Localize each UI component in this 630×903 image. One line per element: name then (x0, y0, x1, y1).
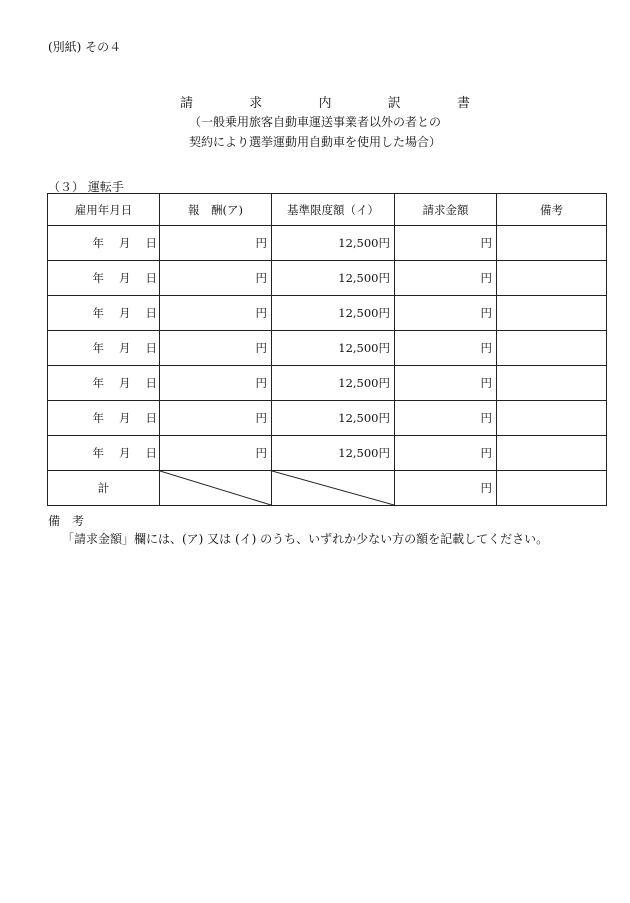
date-part-label: 年 (92, 446, 104, 460)
date-parts (93, 375, 158, 391)
date-part-label: 月 (119, 236, 131, 250)
claim-amount-cell[interactable]: 円 (395, 401, 497, 436)
date-part-label: 日 (145, 236, 157, 250)
date-part-label: 年 (92, 411, 104, 425)
date-parts (93, 270, 158, 286)
reward-cell[interactable]: 円 (160, 366, 272, 401)
reward-cell[interactable]: 円 (160, 296, 272, 331)
remarks-cell[interactable] (497, 436, 607, 471)
total-amount: 円 (395, 471, 497, 506)
table-row (48, 331, 607, 366)
date-part-label: 月 (119, 306, 131, 320)
date-parts (93, 235, 158, 251)
claim-amount-cell[interactable]: 円 (395, 296, 497, 331)
diagonal-slash (160, 471, 271, 505)
limit-cell: 12,500円 (272, 226, 395, 261)
total-row (48, 471, 607, 506)
employment-date-cell[interactable] (48, 436, 160, 471)
header-claim-amount: 請求金額 (395, 194, 497, 226)
remarks-cell[interactable] (497, 331, 607, 366)
reward-cell[interactable]: 円 (160, 261, 272, 296)
table-row (48, 401, 607, 436)
remarks-cell[interactable] (497, 296, 607, 331)
date-part-label: 日 (145, 341, 157, 355)
date-part-label: 年 (92, 271, 104, 285)
header-employment-date: 雇用年月日 (48, 194, 160, 226)
limit-cell: 12,500円 (272, 366, 395, 401)
section-heading: （３） 運転手 (48, 180, 124, 194)
limit-cell: 12,500円 (272, 331, 395, 366)
claim-amount-cell[interactable]: 円 (395, 226, 497, 261)
date-part-label: 年 (92, 306, 104, 320)
remarks-cell[interactable] (497, 226, 607, 261)
total-label: 計 (48, 471, 160, 506)
date-part-label: 月 (119, 446, 131, 460)
reward-cell[interactable]: 円 (160, 331, 272, 366)
employment-date-cell[interactable] (48, 261, 160, 296)
total-remarks (497, 471, 607, 506)
table-body (48, 226, 607, 506)
limit-cell: 12,500円 (272, 261, 395, 296)
date-part-label: 月 (119, 376, 131, 390)
table-row (48, 436, 607, 471)
table-row (48, 226, 607, 261)
date-part-label: 年 (92, 341, 104, 355)
limit-cell: 12,500円 (272, 401, 395, 436)
table-row (48, 366, 607, 401)
document-title (180, 92, 470, 111)
claim-amount-cell[interactable]: 円 (395, 436, 497, 471)
date-part-label: 日 (145, 306, 157, 320)
limit-cell: 12,500円 (272, 436, 395, 471)
date-part-label: 日 (145, 446, 157, 460)
diagonal-slash (272, 471, 394, 505)
date-part-label: 日 (145, 271, 157, 285)
date-parts (93, 445, 158, 461)
header-limit: 基準限度額（イ） (272, 194, 395, 226)
remarks-cell[interactable] (497, 366, 607, 401)
header-remarks: 備考 (497, 194, 607, 226)
document-subtitle (150, 112, 480, 152)
claim-amount-cell[interactable]: 円 (395, 366, 497, 401)
title-char: 書 (456, 96, 470, 111)
table-row (48, 261, 607, 296)
date-part-label: 年 (92, 236, 104, 250)
remarks-cell[interactable] (497, 401, 607, 436)
claim-amount-cell[interactable]: 円 (395, 331, 497, 366)
employment-date-cell[interactable] (48, 331, 160, 366)
remarks-text: 「請求金額」欄には、(ア) 又は (イ) のうち、いずれか少ない方の額を記載してください。 (62, 532, 549, 546)
remarks-cell[interactable] (497, 261, 607, 296)
title-char: 内 (318, 96, 332, 111)
date-parts (93, 410, 158, 426)
date-part-label: 月 (119, 271, 131, 285)
limit-cell: 12,500円 (272, 296, 395, 331)
date-parts (93, 340, 158, 356)
total-limit-slash-cell (272, 471, 395, 506)
employment-date-cell[interactable] (48, 226, 160, 261)
claim-amount-cell[interactable]: 円 (395, 261, 497, 296)
date-parts (93, 305, 158, 321)
date-part-label: 日 (145, 411, 157, 425)
title-char: 求 (249, 96, 263, 111)
remarks-heading: 備 考 (48, 514, 85, 528)
subtitle-line: （一般乗用旅客自動車運送事業者以外の者との (188, 115, 441, 129)
date-part-label: 月 (119, 341, 131, 355)
header-reward: 報 酬(ア) (160, 194, 272, 226)
date-part-label: 日 (145, 376, 157, 390)
attachment-label: (別紙) その４ (48, 40, 122, 54)
employment-date-cell[interactable] (48, 401, 160, 436)
total-reward-slash-cell (160, 471, 272, 506)
reward-cell[interactable]: 円 (160, 226, 272, 261)
employment-date-cell[interactable] (48, 296, 160, 331)
subtitle-line: 契約により選挙運動用自動車を使用した場合） (188, 135, 441, 149)
title-char: 請 (180, 96, 194, 111)
title-char: 訳 (387, 96, 401, 111)
employment-date-cell[interactable] (48, 366, 160, 401)
reward-cell[interactable]: 円 (160, 436, 272, 471)
claim-breakdown-table (47, 193, 607, 506)
reward-cell[interactable]: 円 (160, 401, 272, 436)
date-part-label: 月 (119, 411, 131, 425)
table-header-row (48, 194, 607, 226)
table-row (48, 296, 607, 331)
date-part-label: 年 (92, 376, 104, 390)
